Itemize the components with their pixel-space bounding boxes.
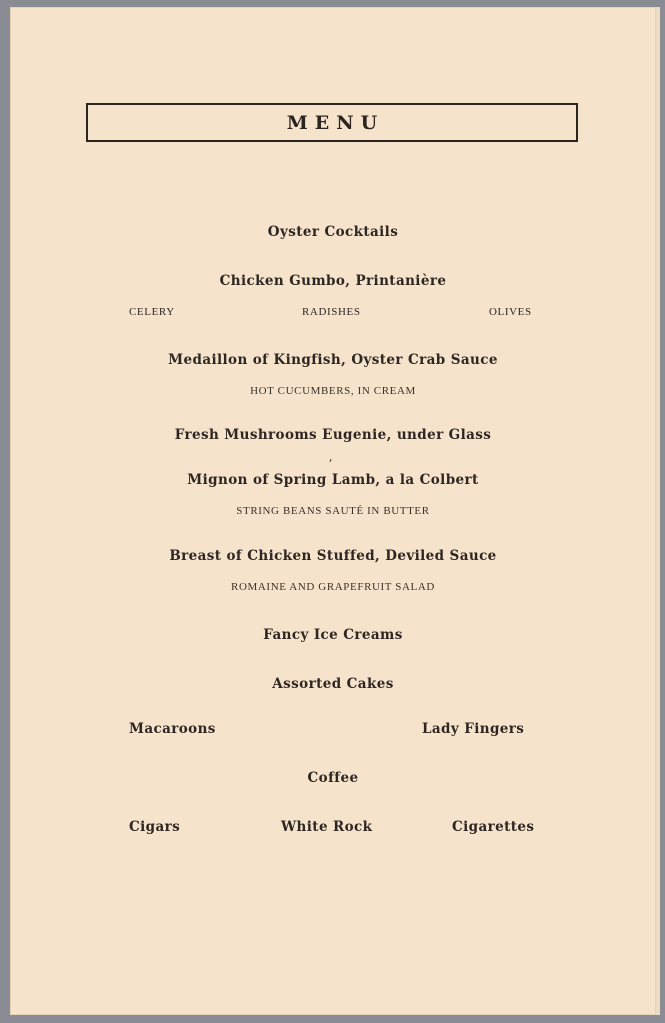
menu-item-ice-creams: Fancy Ice Creams <box>263 627 403 643</box>
title-frame <box>86 103 578 142</box>
menu-side-cucumbers: HOT CUCUMBERS, IN CREAM <box>250 385 416 397</box>
menu-item-breast-of-chicken: Breast of Chicken Stuffed, Deviled Sauce <box>169 548 497 564</box>
menu-item-kingfish: Medaillon of Kingfish, Oyster Crab Sauce <box>168 352 498 368</box>
menu-title: MENU <box>286 111 385 134</box>
menu-item-cigars: Cigars <box>129 819 181 835</box>
page-edge <box>656 7 660 1015</box>
relish-olives: OLIVES <box>489 306 532 318</box>
menu-item-cakes: Assorted Cakes <box>272 676 394 692</box>
menu-side-string-beans: STRING BEANS SAUTÉ IN BUTTER <box>236 505 430 517</box>
menu-item-chicken-gumbo: Chicken Gumbo, Printanière <box>219 273 447 289</box>
menu-item-cigarettes: Cigarettes <box>452 819 535 835</box>
menu-item-spring-lamb: Mignon of Spring Lamb, a la Colbert <box>187 472 479 488</box>
relish-radishes: RADISHES <box>302 306 361 318</box>
menu-item-macaroons: Macaroons <box>129 721 216 737</box>
menu-item-lady-fingers: Lady Fingers <box>422 721 525 737</box>
menu-item-coffee: Coffee <box>307 770 359 786</box>
ink-mark <box>330 459 332 462</box>
menu-item-white-rock: White Rock <box>281 819 373 835</box>
menu-side-salad: ROMAINE AND GRAPEFRUIT SALAD <box>231 581 435 593</box>
relish-celery: CELERY <box>129 306 175 318</box>
menu-page <box>10 7 656 1015</box>
menu-item-oyster-cocktails: Oyster Cocktails <box>267 224 399 240</box>
menu-item-mushrooms: Fresh Mushrooms Eugenie, under Glass <box>174 427 492 443</box>
